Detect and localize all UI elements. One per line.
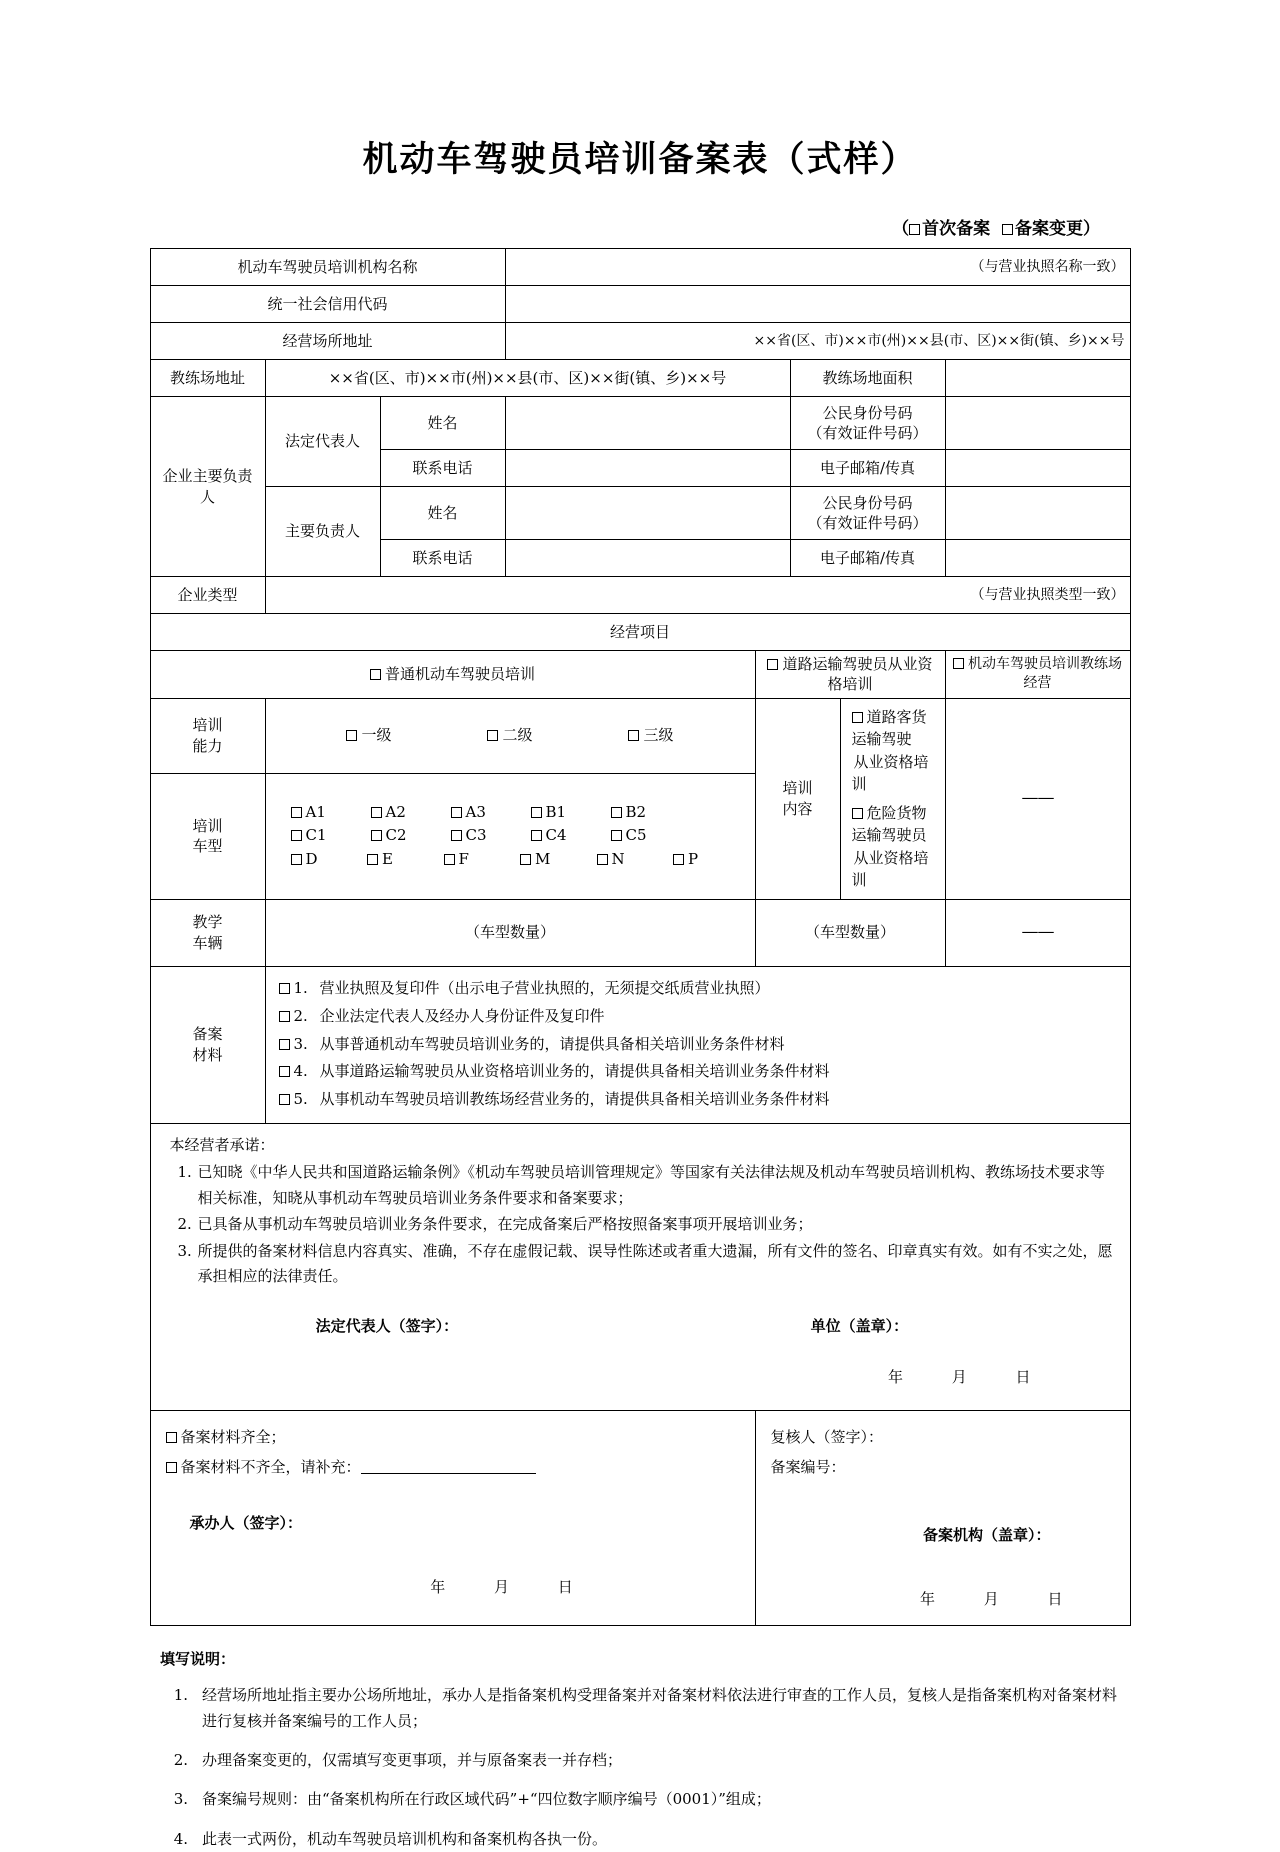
checkbox-material-1[interactable] xyxy=(279,983,290,994)
instruction-item-3 xyxy=(150,1786,1130,1812)
table-row-training-ground xyxy=(150,360,1130,397)
legal-rep-id-label xyxy=(790,397,945,450)
legal-rep-id-value[interactable] xyxy=(945,397,1130,450)
vehicle-type-n[interactable] xyxy=(597,848,674,871)
vehicle-type-b2[interactable] xyxy=(611,801,691,824)
content-option-1-line1: 道路客货运输驾驶 xyxy=(851,707,927,748)
promise-item-2-number: 2. xyxy=(177,1215,192,1233)
checkbox-b1[interactable] xyxy=(531,807,542,818)
vehicle-type-a1[interactable] xyxy=(291,801,371,824)
table-row-business-address xyxy=(150,323,1130,360)
instruction-item-2-number: 2. xyxy=(173,1751,188,1769)
training-ability-label-line2: 能力 xyxy=(192,736,223,755)
promise-item-2 xyxy=(170,1212,1115,1238)
promise-block xyxy=(150,1123,1130,1410)
material-item-3-number: 3. xyxy=(293,1034,308,1053)
table-row-enterprise-type xyxy=(150,577,1130,614)
materials-supplement-input[interactable] xyxy=(361,1459,536,1474)
ability-level-3-label: 三级 xyxy=(643,726,674,745)
checkbox-c1[interactable] xyxy=(291,830,302,841)
materials-complete-option[interactable] xyxy=(166,1422,740,1452)
legal-rep-email-label: 电子邮箱/传真 xyxy=(790,450,945,487)
business-items-label: 经营项目 xyxy=(150,614,1130,651)
promise-title: 本经营者承诺： xyxy=(169,1135,275,1154)
vehicle-type-row-3 xyxy=(291,848,750,871)
promise-item-3-number: 3. xyxy=(177,1241,192,1260)
checkbox-level-3[interactable] xyxy=(628,730,639,741)
ability-level-2[interactable] xyxy=(487,725,532,745)
teaching-vehicles-count-ordinary[interactable]: （车型数量） xyxy=(265,899,755,966)
record-type-options xyxy=(150,182,1130,248)
checkbox-road-passenger-cargo[interactable] xyxy=(852,712,863,723)
materials-incomplete-label: 备案材料不齐全，请补充： xyxy=(180,1457,361,1476)
legal-rep-name-label: 姓名 xyxy=(380,397,505,450)
vehicle-type-n-label: N xyxy=(611,849,625,868)
instructions-title: 填写说明： xyxy=(160,1649,236,1668)
content-option-road-passenger[interactable] xyxy=(852,706,940,796)
materials-label-line2: 材料 xyxy=(192,1045,223,1064)
vehicle-type-row-2 xyxy=(291,824,750,847)
material-item-2[interactable] xyxy=(279,1003,1125,1031)
record-type-change-label: 备案变更 xyxy=(1015,219,1083,239)
table-row-legal-rep-name xyxy=(150,397,1130,450)
vehicle-type-c5-label: C5 xyxy=(625,826,647,845)
vehicle-type-options[interactable] xyxy=(265,773,755,899)
table-row-training-ability xyxy=(150,698,1130,773)
content-option-dangerous-goods[interactable] xyxy=(852,802,940,892)
ability-level-1[interactable] xyxy=(346,725,391,745)
business-address-value[interactable]: ××省(区、市)××市(州)××县(市、区)××街(镇、乡)××号 xyxy=(505,323,1130,360)
checkbox-a3[interactable] xyxy=(451,807,462,818)
vehicle-type-e-label: E xyxy=(382,849,393,868)
record-form-table xyxy=(150,248,1131,1626)
main-principal-label: 主要负责人 xyxy=(265,487,380,577)
vehicle-type-row-1 xyxy=(291,801,750,824)
material-item-3-label: 从事普通机动车驾驶员培训业务的，请提供具备相关培训业务条件材料 xyxy=(319,1034,785,1053)
training-ability-dash: —— xyxy=(945,698,1130,899)
agency-date-field[interactable]: 年 月 日 xyxy=(919,1589,1085,1608)
vehicle-type-c1-label: C1 xyxy=(305,826,327,845)
training-ground-address-label: 教练场地址 xyxy=(150,360,265,397)
checkbox-level-1[interactable] xyxy=(346,730,357,741)
vehicle-type-d[interactable] xyxy=(291,848,368,871)
table-row-promise xyxy=(150,1123,1130,1410)
content-option-2-line2: 从业资格培训 xyxy=(851,848,929,889)
main-principal-name-label: 姓名 xyxy=(380,487,505,540)
instruction-item-4-number: 4. xyxy=(173,1829,188,1848)
training-content-options[interactable] xyxy=(840,698,945,899)
review-right-block xyxy=(755,1410,1130,1625)
material-item-4-number: 4. xyxy=(293,1062,308,1081)
checkbox-material-4[interactable] xyxy=(279,1066,290,1077)
legal-rep-phone-label: 联系电话 xyxy=(380,450,505,487)
vehicle-type-a3-label: A3 xyxy=(465,803,486,822)
principals-label xyxy=(150,397,265,577)
checkbox-c2[interactable] xyxy=(371,830,382,841)
checkbox-first-record[interactable] xyxy=(909,224,920,235)
material-item-1-label: 营业执照及复印件（出示电子营业执照的，无须提交纸质营业执照） xyxy=(319,979,770,998)
vehicle-type-m-label: M xyxy=(535,849,551,868)
training-ability-label xyxy=(150,698,265,773)
business-item-road-transport[interactable] xyxy=(755,651,945,699)
vehicle-type-c3-label: C3 xyxy=(465,826,487,845)
ability-level-1-label: 一级 xyxy=(361,726,392,745)
legal-rep-name-value[interactable] xyxy=(505,397,790,450)
teaching-vehicles-dash: —— xyxy=(945,899,1130,966)
table-row-org-name xyxy=(150,249,1130,286)
business-item-ground-operation-label: 机动车驾驶员培训教练场经营 xyxy=(968,656,1122,692)
checkbox-a1[interactable] xyxy=(291,807,302,818)
enterprise-type-label: 企业类型 xyxy=(150,577,265,614)
handler-date-field[interactable]: 年 月 日 xyxy=(430,1577,595,1596)
vehicle-type-c4[interactable] xyxy=(531,824,611,847)
promise-item-1-number: 1. xyxy=(177,1163,192,1181)
table-row-main-principal-name xyxy=(150,487,1130,540)
vehicle-type-c2-label: C2 xyxy=(385,826,407,845)
promise-item-3 xyxy=(170,1239,1115,1290)
instruction-item-4 xyxy=(150,1826,1130,1852)
teaching-vehicles-label-line2: 车辆 xyxy=(192,933,223,952)
training-content-label xyxy=(755,698,840,899)
promise-signature-row xyxy=(170,1314,1115,1340)
legal-rep-id-label-line1: 公民身份号码 xyxy=(822,403,913,422)
material-item-2-label: 企业法定代表人及经办人身份证件及复印件 xyxy=(319,1006,605,1025)
instruction-item-3-text: 备案编号规则：由“备案机构所在行政区域代码”+“四位数字顺序编号（0001）”组成； xyxy=(202,1790,771,1809)
main-principal-phone-label: 联系电话 xyxy=(380,540,505,577)
vehicle-type-f-label: F xyxy=(458,849,469,868)
reviewer-signature-field[interactable]: 复核人（签字）： xyxy=(770,1427,884,1446)
teaching-vehicles-count-road[interactable]: （车型数量） xyxy=(755,899,945,966)
table-row-teaching-vehicles xyxy=(150,899,1130,966)
instructions-section xyxy=(150,1648,1130,1852)
instruction-item-4-text: 此表一式两份，机动车驾驶员培训机构和备案机构各执一份。 xyxy=(202,1829,608,1848)
main-principal-email-label: 电子邮箱/传真 xyxy=(790,540,945,577)
enterprise-type-value[interactable]: （与营业执照类型一致） xyxy=(265,577,1130,614)
promise-item-1-text: 已知晓《中华人民共和国道路运输条例》《机动车驾驶员培训管理规定》等国家有关法律法规及机动车驾驶员培训机构、教练场技术要求等相关标准，知晓从事机动车驾驶员培训业务条件要求和备案要求； xyxy=(197,1163,1106,1207)
training-ability-label-line1: 培训 xyxy=(192,716,223,735)
legal-rep-label: 法定代表人 xyxy=(265,397,380,487)
ability-level-2-label: 二级 xyxy=(502,726,533,745)
legal-rep-signature-field[interactable]: 法定代表人（签字）： xyxy=(315,1316,459,1335)
legal-rep-email-value[interactable] xyxy=(945,450,1130,487)
material-item-5-label: 从事机动车驾驶员培训教练场经营业务的，请提供具备相关培训业务条件材料 xyxy=(319,1090,830,1109)
checkbox-p[interactable] xyxy=(673,854,684,865)
checkbox-c5[interactable] xyxy=(611,830,622,841)
vehicle-type-c1[interactable] xyxy=(291,824,371,847)
checkbox-ground-operation[interactable] xyxy=(953,658,964,669)
material-item-1[interactable] xyxy=(279,975,1125,1003)
main-principal-name-value[interactable] xyxy=(505,487,790,540)
table-row-materials xyxy=(150,966,1130,1123)
org-name-value[interactable]: （与营业执照名称一致） xyxy=(505,249,1130,286)
instruction-item-2 xyxy=(150,1747,1130,1773)
instruction-item-1-text: 经营场所地址指主要办公场所地址，承办人是指备案机构受理备案并对备案材料依法进行审查的工作人员，复核人是指备案机构对备案材料进行复核并备案编号的工作人员； xyxy=(202,1685,1118,1730)
content-option-2-line1: 危险货物运输驾驶员 xyxy=(851,803,927,844)
vehicle-type-b1-label: B1 xyxy=(545,803,567,822)
business-item-ordinary-label: 普通机动车驾驶员培训 xyxy=(384,665,535,684)
vehicle-type-a3[interactable] xyxy=(451,801,531,824)
vehicle-type-a2[interactable] xyxy=(371,801,451,824)
materials-complete-label: 备案材料齐全； xyxy=(180,1427,286,1446)
vehicle-type-c4-label: C4 xyxy=(545,826,567,845)
promise-item-3-text: 所提供的备案材料信息内容真实、准确，不存在虚假记载、误导性陈述或者重大遗漏，所有文件的签名、印章真实有效。如有不实之处，愿承担相应的法律责任。 xyxy=(197,1241,1113,1285)
materials-list xyxy=(265,966,1130,1123)
teaching-vehicles-label xyxy=(150,899,265,966)
checkbox-materials-complete[interactable] xyxy=(166,1432,177,1443)
vehicle-type-f[interactable] xyxy=(444,848,521,871)
vehicle-type-m[interactable] xyxy=(520,848,597,871)
vehicle-type-b2-label: B2 xyxy=(625,803,647,822)
business-address-label: 经营场所地址 xyxy=(150,323,505,360)
material-item-4[interactable] xyxy=(279,1058,1125,1086)
training-ability-options[interactable] xyxy=(265,698,755,773)
vehicle-type-b1[interactable] xyxy=(531,801,611,824)
vehicle-type-c3[interactable] xyxy=(451,824,531,847)
training-ground-address-value[interactable]: ××省(区、市)××市(州)××县(市、区)××街(镇、乡)××号 xyxy=(265,360,790,397)
record-type-paren-close: ） xyxy=(1083,219,1100,239)
ability-level-3[interactable] xyxy=(628,725,673,745)
main-principal-phone-value[interactable] xyxy=(505,540,790,577)
training-ground-area-label: 教练场地面积 xyxy=(790,360,945,397)
vehicle-type-a2-label: A2 xyxy=(385,803,406,822)
material-item-3[interactable] xyxy=(279,1031,1125,1059)
materials-incomplete-option[interactable] xyxy=(166,1452,740,1482)
record-number-field[interactable]: 备案编号： xyxy=(770,1457,846,1476)
checkbox-f[interactable] xyxy=(444,854,455,865)
content-option-1-line2: 从业资格培训 xyxy=(851,752,929,793)
checkbox-material-5[interactable] xyxy=(279,1094,290,1105)
main-principal-id-label-line2: （有效证件号码） xyxy=(807,514,928,532)
checkbox-e[interactable] xyxy=(367,854,378,865)
material-item-5-number: 5. xyxy=(293,1090,308,1109)
promise-item-2-text: 已具备从事机动车驾驶员培训业务条件要求，在完成备案后严格按照备案事项开展培训业务； xyxy=(197,1215,813,1233)
vehicle-type-d-label: D xyxy=(305,849,318,868)
checkbox-materials-incomplete[interactable] xyxy=(166,1462,177,1473)
record-type-paren-open: （ xyxy=(892,219,910,239)
instruction-item-2-text: 办理备案变更的，仅需填写变更事项，并与原备案表一并存档； xyxy=(202,1751,623,1769)
checkbox-c4[interactable] xyxy=(531,830,542,841)
training-vehicle-label-line2: 车型 xyxy=(192,837,223,855)
checkbox-d[interactable] xyxy=(291,854,302,865)
main-principal-id-label-line1: 公民身份号码 xyxy=(822,493,913,512)
vehicle-type-c5[interactable] xyxy=(611,824,691,847)
materials-label-line1: 备案 xyxy=(192,1025,223,1044)
review-left-block xyxy=(150,1410,755,1625)
principals-label-text: 企业主要负责人 xyxy=(162,467,253,506)
vehicle-type-c2[interactable] xyxy=(371,824,451,847)
vehicle-type-e[interactable] xyxy=(367,848,444,871)
checkbox-n[interactable] xyxy=(597,854,608,865)
checkbox-a2[interactable] xyxy=(371,807,382,818)
agency-seal-field[interactable]: 备案机构（盖章）： xyxy=(922,1525,1051,1544)
table-row-credit-code xyxy=(150,286,1130,323)
legal-rep-id-label-line2: （有效证件号码） xyxy=(807,424,928,442)
main-principal-id-label xyxy=(790,487,945,540)
training-vehicle-label xyxy=(150,773,265,899)
checkbox-material-3[interactable] xyxy=(279,1039,290,1050)
training-vehicle-label-line1: 培训 xyxy=(192,816,223,835)
training-content-label-line1: 培训 xyxy=(782,779,813,798)
business-item-road-transport-label: 道路运输驾驶员从业资格培训 xyxy=(782,655,933,694)
teaching-vehicles-label-line1: 教学 xyxy=(192,913,223,932)
checkbox-record-change[interactable] xyxy=(1002,224,1013,235)
promise-date-field[interactable]: 年 月 日 xyxy=(887,1368,1053,1386)
instruction-item-3-number: 3. xyxy=(173,1790,188,1809)
material-item-5[interactable] xyxy=(279,1086,1125,1114)
vehicle-type-p[interactable] xyxy=(673,848,750,871)
material-item-1-number: 1. xyxy=(293,979,308,998)
training-content-label-line2: 内容 xyxy=(782,799,813,818)
vehicle-type-p-label: P xyxy=(688,849,699,868)
checkbox-dangerous-goods[interactable] xyxy=(852,808,863,819)
handler-signature-field[interactable]: 承办人（签字）： xyxy=(189,1513,303,1532)
instruction-item-1 xyxy=(150,1682,1130,1735)
record-type-first-label: 首次备案 xyxy=(922,219,991,239)
materials-label xyxy=(150,966,265,1123)
promise-list xyxy=(170,1160,1115,1290)
promise-item-1 xyxy=(170,1160,1115,1211)
table-row-business-items-options xyxy=(150,651,1130,699)
checkbox-ordinary-training[interactable] xyxy=(370,669,381,680)
checkbox-material-2[interactable] xyxy=(279,1011,290,1022)
checkbox-level-2[interactable] xyxy=(487,730,498,741)
checkbox-b2[interactable] xyxy=(611,807,622,818)
credit-code-label: 统一社会信用代码 xyxy=(150,286,505,323)
training-ground-area-value[interactable] xyxy=(945,360,1130,397)
vehicle-type-a1-label: A1 xyxy=(305,803,326,822)
page-title: 机动车驾驶员培训备案表（式样） xyxy=(362,139,918,180)
business-item-ground-operation[interactable] xyxy=(945,651,1130,699)
unit-seal-field[interactable]: 单位（盖章）： xyxy=(810,1316,909,1335)
legal-rep-phone-value[interactable] xyxy=(505,450,790,487)
table-row-review xyxy=(150,1410,1130,1625)
material-item-4-label: 从事道路运输驾驶员从业资格培训业务的，请提供具备相关培训业务条件材料 xyxy=(319,1062,830,1081)
org-name-label: 机动车驾驶员培训机构名称 xyxy=(150,249,505,286)
main-principal-email-value[interactable] xyxy=(945,540,1130,577)
material-item-2-number: 2. xyxy=(293,1006,308,1025)
business-item-ordinary[interactable] xyxy=(150,651,755,699)
main-principal-id-value[interactable] xyxy=(945,487,1130,540)
credit-code-value[interactable] xyxy=(505,286,1130,323)
checkbox-c3[interactable] xyxy=(451,830,462,841)
checkbox-m[interactable] xyxy=(520,854,531,865)
instruction-item-1-number: 1. xyxy=(173,1685,188,1704)
table-row-business-items-header xyxy=(150,614,1130,651)
checkbox-road-transport-training[interactable] xyxy=(767,659,778,670)
